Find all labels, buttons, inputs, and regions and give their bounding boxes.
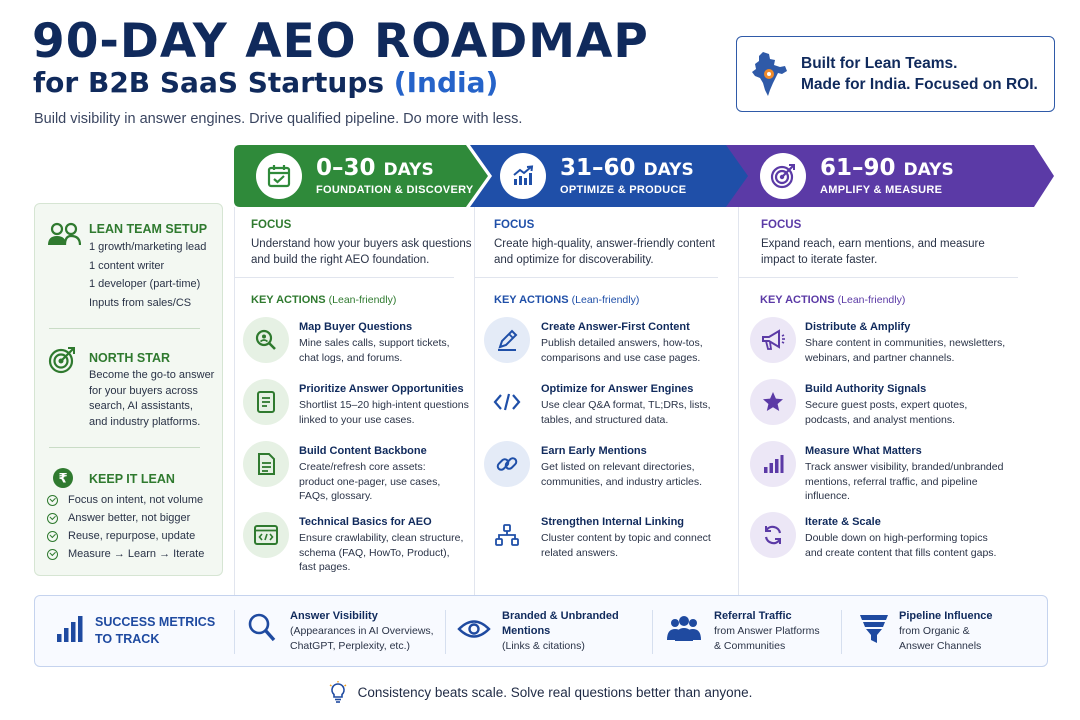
desc-line: webinars, and partner channels. [805, 351, 955, 364]
divider [235, 277, 454, 278]
desc-line: related answers. [541, 546, 619, 559]
metric-title [502, 609, 619, 639]
team-item: 1 content writer [89, 259, 165, 272]
search-person-icon [243, 317, 289, 363]
divider [739, 277, 1018, 278]
desc-line: Double down on high-performing topics [805, 532, 988, 544]
focus-text [761, 236, 1031, 268]
metric-line: (Links & citations) [502, 640, 585, 652]
metric-sub [899, 624, 981, 653]
lean-teams-badge [736, 36, 1055, 112]
focus-line: and build the right AEO foundation. [251, 254, 430, 266]
phase-unit: DAYS [643, 160, 694, 180]
metric-referral-traffic [652, 596, 840, 668]
funnel-icon [859, 613, 889, 650]
page-subtitle [33, 66, 498, 99]
lean-item-text: Measure → Learn → Iterate [68, 548, 205, 560]
key-actions-label [494, 294, 639, 306]
eye-icon [457, 618, 491, 645]
check-icon [47, 531, 58, 542]
list-item [47, 527, 204, 545]
metric-sub [502, 639, 585, 654]
desc-line: schema (FAQ, HowTo, Product), [299, 546, 450, 559]
phase-column-2 [475, 207, 739, 595]
metric-title: Pipeline Influence [899, 610, 993, 622]
metrics-heading-line: TO TRACK [95, 632, 160, 646]
north-star-text [89, 368, 214, 430]
focus-text [251, 236, 481, 268]
phase-subtitle: OPTIMIZE & PRODUCE [560, 184, 687, 196]
ka-note: (Lean-friendly) [571, 294, 640, 306]
north-star-line: and industry platforms. [89, 415, 201, 428]
north-star-line: for your buyers across [89, 384, 198, 397]
metric-answer-visibility [235, 596, 443, 668]
success-metrics-panel [34, 595, 1048, 667]
phase-days: 31–60 [560, 155, 636, 181]
desc-line: Create/refresh core assets: [299, 461, 426, 473]
metric-line: & Communities [714, 639, 786, 652]
metric-title-line: Branded & Unbranded [502, 610, 619, 622]
focus-line: Create high-quality, answer-friendly content [494, 238, 715, 250]
keep-lean-heading: KEEP IT LEAN [89, 472, 175, 486]
north-star-heading: NORTH STAR [89, 351, 171, 365]
ka-note: (Lean-friendly) [837, 294, 906, 306]
team-list [89, 238, 206, 312]
desc-line: fast pages. [299, 561, 351, 573]
action-desc [299, 531, 463, 575]
team-icon [47, 221, 81, 252]
phase-subtitle: FOUNDATION & DISCOVERY [316, 184, 474, 196]
desc-line: communities, and industry articles. [541, 475, 703, 488]
metric-sub [714, 624, 820, 653]
divider [49, 447, 200, 448]
north-star-line: search, AI assistants, [89, 400, 193, 412]
focus-line: Expand reach, earn mentions, and measure [761, 238, 985, 250]
bar-chart-icon [55, 614, 85, 649]
page-title: 90-DAY AEO ROADMAP [32, 14, 649, 69]
metrics-heading-line: SUCCESS METRICS [95, 615, 216, 629]
action-desc [299, 336, 450, 365]
desc-line: Share content in communities, newsletters, [805, 337, 1006, 349]
badge-line-1: Built for Lean Teams. [801, 55, 958, 72]
phase-unit: DAYS [383, 160, 434, 180]
check-icon [47, 549, 58, 560]
metric-line: from Answer Platforms [714, 625, 820, 637]
svg-text:₹: ₹ [58, 471, 68, 487]
action-title: Strengthen Internal Linking [541, 516, 685, 528]
link-icon [484, 441, 530, 487]
action-desc [299, 398, 469, 427]
target-icon [47, 345, 77, 380]
phase-31-60 [500, 145, 694, 207]
focus-label: FOCUS [251, 219, 292, 231]
desc-line: mentions, referral traffic, and pipeline [805, 475, 978, 488]
ka-note: (Lean-friendly) [328, 294, 397, 306]
team-sidebar-card [34, 203, 223, 576]
metric-title: Answer Visibility [290, 610, 378, 622]
action-desc [541, 398, 711, 427]
action-desc [299, 460, 440, 504]
subtitle-main: for B2B SaaS Startups [33, 66, 385, 99]
metric-branded-mentions [445, 596, 651, 668]
subtitle-highlight: (India) [393, 66, 499, 99]
desc-line: podcasts, and analyst mentions. [805, 413, 956, 426]
metric-line: from Organic & [899, 625, 970, 637]
team-item: 1 developer (part-time) [89, 278, 201, 290]
desc-line: Publish detailed answers, how-tos, [541, 337, 703, 349]
desc-line: and create content that fills content gaps. [805, 546, 997, 559]
rupee-icon [52, 467, 74, 494]
phase-unit: DAYS [903, 160, 954, 180]
lean-item-text: Reuse, repurpose, update [68, 530, 196, 542]
search-icon [247, 612, 277, 649]
check-icon [47, 495, 58, 506]
metric-pipeline-influence [841, 596, 1047, 668]
desc-line: influence. [805, 490, 850, 502]
desc-line: Mine sales calls, support tickets, [299, 337, 450, 349]
check-icon [47, 513, 58, 524]
desc-line: Get listed on relevant directories, [541, 461, 695, 473]
phase-days: 0–30 [316, 155, 376, 181]
action-title: Map Buyer Questions [299, 321, 413, 333]
badge-line-2: Made for India. Focused on ROI. [801, 76, 1038, 93]
metrics-heading-block [35, 596, 235, 668]
divider [49, 328, 200, 329]
metric-line: ChatGPT, Perplexity, etc.) [290, 639, 411, 652]
ka-label: KEY ACTIONS [760, 294, 835, 306]
action-desc [541, 531, 711, 560]
team-item: 1 growth/marketing lead [89, 241, 207, 253]
desc-line: chat logs, and forums. [299, 351, 403, 364]
team-heading: LEAN TEAM SETUP [89, 222, 208, 236]
desc-line: Shortlist 15–20 high-intent questions [299, 399, 469, 411]
action-desc [805, 398, 967, 427]
key-actions-label [251, 294, 396, 306]
ka-label: KEY ACTIONS [494, 294, 569, 306]
document-icon [243, 441, 289, 487]
action-title: Optimize for Answer Engines [541, 383, 694, 395]
focus-line: Understand how your buyers ask questions [251, 238, 472, 250]
action-desc [541, 336, 703, 365]
desc-line: Secure guest posts, expert quotes, [805, 399, 968, 411]
desc-line: product one-pager, use cases, [299, 475, 441, 488]
north-star-line: Become the go-to answer [89, 369, 215, 381]
divider [475, 277, 718, 278]
megaphone-icon [750, 317, 796, 363]
action-title: Technical Basics for AEO [299, 516, 432, 528]
desc-line: Track answer visibility, branded/unbranded [805, 461, 1004, 473]
users-icon [666, 614, 702, 647]
list-item [47, 545, 204, 563]
action-title: Prioritize Answer Opportunities [299, 383, 464, 395]
list-item [47, 491, 204, 509]
calendar-check-icon [256, 153, 302, 199]
phase-61-90 [760, 145, 954, 207]
focus-line: and optimize for discoverability. [494, 254, 654, 266]
metric-line: Answer Channels [899, 639, 982, 652]
desc-line: tables, and structured data. [541, 413, 669, 426]
metric-sub [290, 624, 434, 653]
action-desc [805, 460, 1003, 504]
metrics-heading [95, 614, 215, 648]
pen-icon [484, 317, 530, 363]
action-desc [541, 460, 702, 489]
phase-banner [234, 145, 1054, 207]
sitemap-icon [484, 512, 530, 558]
focus-text [494, 236, 734, 268]
footer [0, 681, 1080, 706]
code-window-icon [243, 512, 289, 558]
bar-chart-icon [750, 441, 796, 487]
desc-line: Cluster content by topic and connect [541, 532, 711, 544]
focus-label: FOCUS [761, 219, 802, 231]
metric-line: (Appearances in AI Overviews, [290, 625, 434, 637]
list-item [47, 509, 204, 527]
desc-line: Use clear Q&A format, TL;DRs, lists, [541, 399, 711, 411]
metric-title-line: Mentions [502, 625, 551, 637]
action-title: Distribute & Amplify [805, 321, 911, 333]
action-title: Create Answer-First Content [541, 321, 690, 333]
desc-line: linked to your use cases. [299, 413, 415, 426]
target-icon [760, 153, 806, 199]
action-title: Measure What Matters [805, 445, 922, 457]
india-map-icon [749, 50, 789, 98]
lean-item-text: Answer better, not bigger [68, 512, 191, 524]
lean-list [47, 491, 204, 563]
action-desc [805, 531, 996, 560]
key-actions-label [760, 294, 905, 306]
phase-column-1 [234, 207, 475, 595]
ka-label: KEY ACTIONS [251, 294, 326, 306]
footer-text: Consistency beats scale. Solve real questions better than anyone. [357, 685, 753, 701]
desc-line: FAQs, glossary. [299, 490, 373, 502]
code-icon [484, 379, 530, 425]
action-desc [805, 336, 1005, 365]
tagline: Build visibility in answer engines. Drive qualified pipeline. Do more with less. [34, 111, 523, 127]
team-item: Inputs from sales/CS [89, 296, 192, 309]
phase-days: 61–90 [820, 155, 896, 181]
lean-item-text: Focus on intent, not volume [68, 494, 204, 506]
phase-subtitle: AMPLIFY & MEASURE [820, 184, 943, 196]
desc-line: Ensure crawlability, clean structure, [299, 532, 464, 544]
lightbulb-icon [328, 681, 348, 706]
action-title: Build Content Backbone [299, 445, 427, 457]
metric-title: Referral Traffic [714, 610, 792, 622]
desc-line: comparisons and use case pages. [541, 351, 701, 364]
focus-line: impact to iterate faster. [761, 254, 878, 266]
refresh-icon [750, 512, 796, 558]
phase-0-30 [256, 145, 474, 207]
focus-label: FOCUS [494, 219, 535, 231]
action-title: Iterate & Scale [805, 516, 881, 528]
action-title: Earn Early Mentions [541, 445, 647, 457]
star-icon [750, 379, 796, 425]
growth-chart-icon [500, 153, 546, 199]
action-title: Build Authority Signals [805, 383, 927, 395]
checklist-icon [243, 379, 289, 425]
phase-column-3 [739, 207, 1054, 595]
